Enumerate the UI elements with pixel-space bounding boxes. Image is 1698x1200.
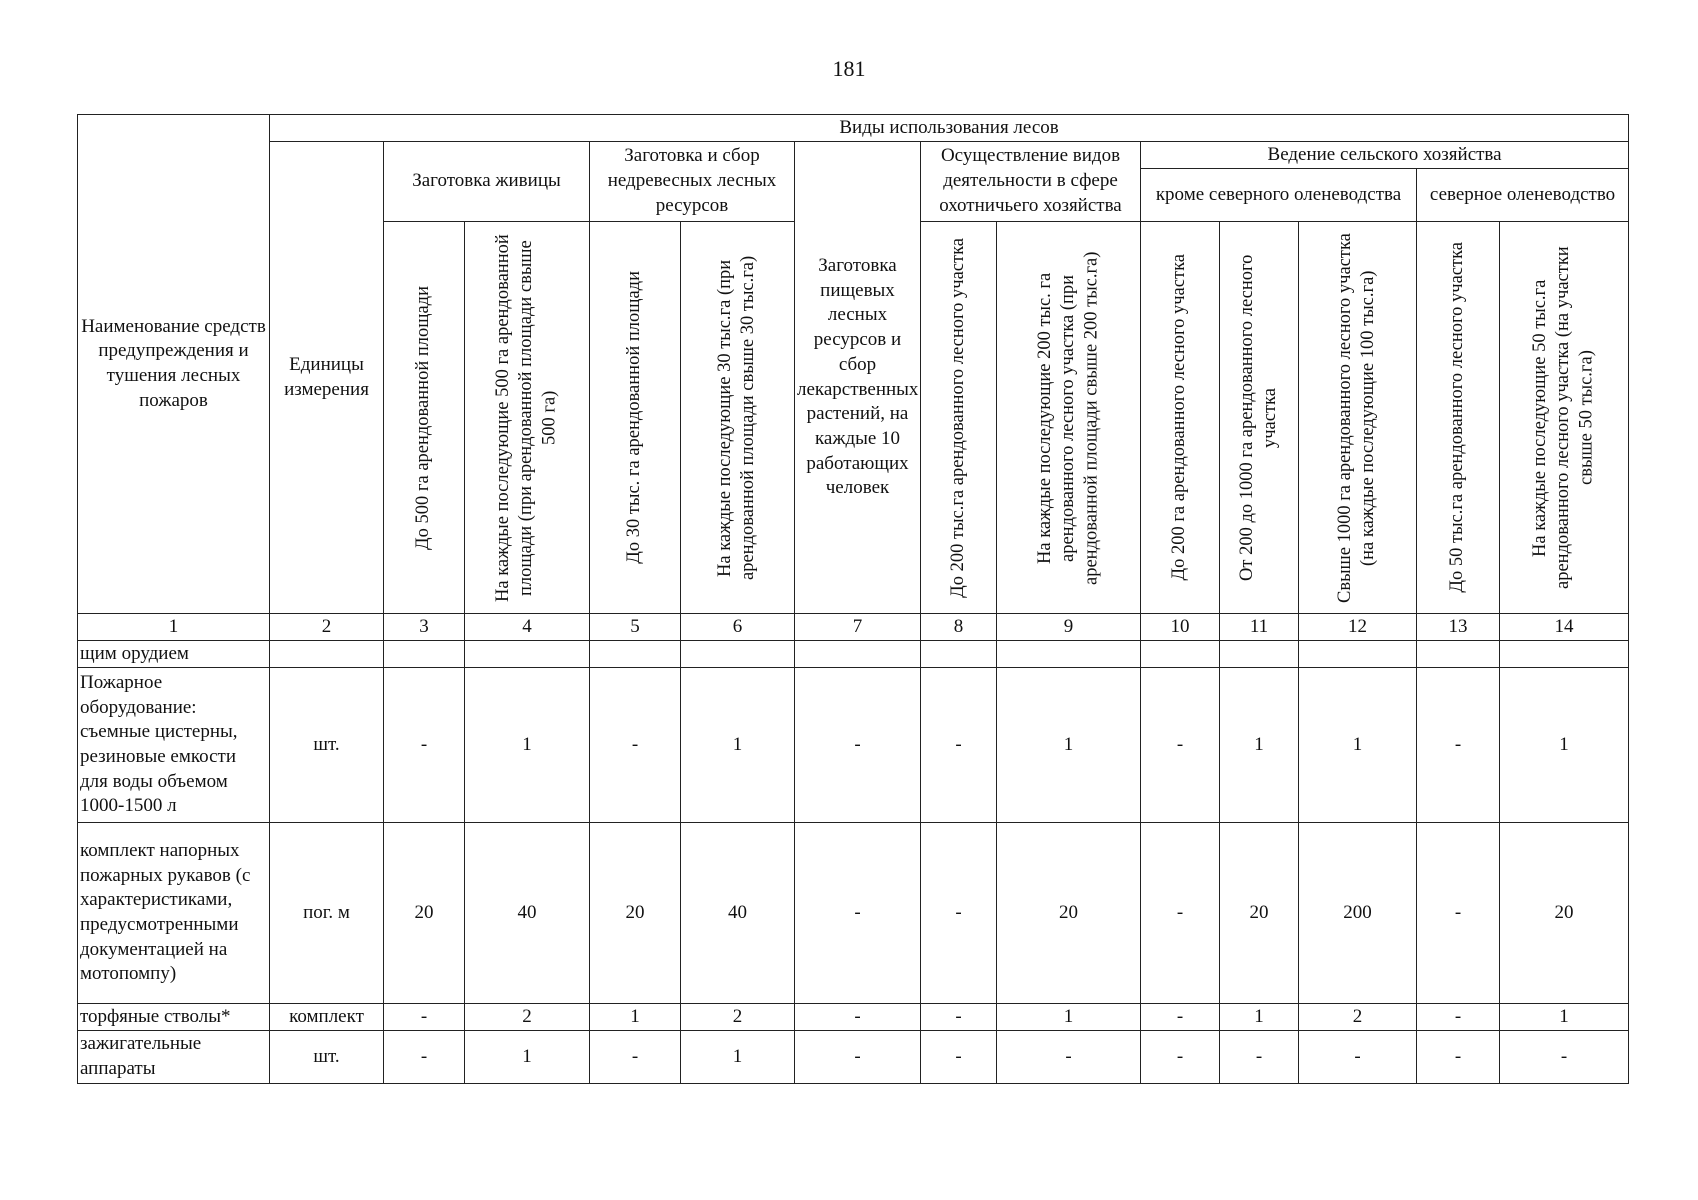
row-value: 1 <box>997 1004 1141 1031</box>
row-value: 20 <box>384 823 465 1004</box>
row-value: 20 <box>1500 823 1629 1004</box>
column-number: 12 <box>1299 614 1417 641</box>
header-col-8 <box>921 222 997 614</box>
column-number: 4 <box>465 614 590 641</box>
row-value: - <box>384 1004 465 1031</box>
row-value: - <box>1220 1031 1299 1084</box>
header-col-4 <box>465 222 590 614</box>
row-unit: комплект <box>270 1004 384 1031</box>
row-name: щим орудием <box>78 641 270 668</box>
row-value: 1 <box>590 1004 681 1031</box>
row-value: - <box>1417 1031 1500 1084</box>
header-col-3-text: До 500 га арендованной площади <box>413 285 434 550</box>
row-value: - <box>590 1031 681 1084</box>
header-col-4-text: На каждые последующие 500 га арендованной площади (при арендованной площади свыше 500 га) <box>493 233 560 602</box>
row-value <box>384 641 465 668</box>
row-name: торфяные стволы* <box>78 1004 270 1031</box>
header-col-12-text: Свыше 1000 га арендованного лесного участка (на каждые последующие 100 тыс.га) <box>1335 232 1379 603</box>
row-value: 1 <box>1220 1004 1299 1031</box>
header-col-12 <box>1299 222 1417 614</box>
row-value: - <box>921 823 997 1004</box>
row-name: Пожарное оборудование: съемные цистерны, резиновые емкости для воды объемом 1000-1500 л <box>78 668 270 823</box>
fire-equipment-table <box>77 114 1629 1084</box>
header-group-ohota: Осуществление видов деятельности в сфере охотничьего хозяйства <box>921 142 1141 222</box>
header-group-severnoe: северное оленеводство <box>1417 169 1629 222</box>
header-col-3 <box>384 222 465 614</box>
row-value <box>921 641 997 668</box>
column-number: 10 <box>1141 614 1220 641</box>
row-name: комплект напорных пожарных рукавов (с характеристиками, предусмотренными документацией на мотопомпу) <box>78 823 270 1004</box>
row-name: зажигательные аппараты <box>78 1031 270 1084</box>
row-value: - <box>1141 823 1220 1004</box>
row-value: - <box>921 1031 997 1084</box>
row-value <box>1220 641 1299 668</box>
column-number: 8 <box>921 614 997 641</box>
header-col-14 <box>1500 222 1629 614</box>
row-value: - <box>921 1004 997 1031</box>
row-value: 1 <box>465 668 590 823</box>
header-col-9 <box>997 222 1141 614</box>
row-value: - <box>1141 668 1220 823</box>
header-col-7: Заготовка пищевых лесных ресурсов и сбор лекарственных растений, на каждые 10 работающих человек <box>795 142 921 614</box>
row-value: 20 <box>1220 823 1299 1004</box>
column-numbers-row <box>78 614 1629 641</box>
row-value <box>1417 641 1500 668</box>
row-value: 1 <box>1500 1004 1629 1031</box>
row-value <box>795 641 921 668</box>
header-col-11 <box>1220 222 1299 614</box>
row-value: - <box>1299 1031 1417 1084</box>
header-col-6 <box>681 222 795 614</box>
row-value: - <box>1417 668 1500 823</box>
header-group-zhivitsa: Заготовка живицы <box>384 142 590 222</box>
table-row <box>78 1031 1629 1084</box>
header-group-forest-use: Виды использования лесов <box>270 115 1629 142</box>
column-number: 3 <box>384 614 465 641</box>
row-value: - <box>795 823 921 1004</box>
table-row <box>78 1004 1629 1031</box>
header-col-14-text: На каждые последующие 50 тыс.га арендованного лесного участка (на участки свыше 50 тыс.га) <box>1530 246 1597 589</box>
row-unit: шт. <box>270 668 384 823</box>
row-value: - <box>590 668 681 823</box>
row-value: - <box>1417 823 1500 1004</box>
header-group-selskoe: Ведение сельского хозяйства <box>1141 142 1629 169</box>
row-value <box>590 641 681 668</box>
row-value: 1 <box>1299 668 1417 823</box>
row-value: - <box>384 1031 465 1084</box>
table-row <box>78 823 1629 1004</box>
column-number: 9 <box>997 614 1141 641</box>
row-value: - <box>1417 1004 1500 1031</box>
header-col-13-text: До 50 тыс.га арендованного лесного участка <box>1447 242 1468 593</box>
header-col-10 <box>1141 222 1220 614</box>
column-number: 6 <box>681 614 795 641</box>
row-value: - <box>1141 1004 1220 1031</box>
header-col-10-text: До 200 га арендованного лесного участка <box>1169 254 1190 581</box>
row-value: - <box>1141 1031 1220 1084</box>
row-value: 1 <box>997 668 1141 823</box>
row-value: 1 <box>1220 668 1299 823</box>
header-col-5-text: До 30 тыс. га арендованной площади <box>624 271 645 564</box>
header-name: Наименование средств предупреждения и тушения лесных пожаров <box>78 115 270 614</box>
row-value <box>465 641 590 668</box>
row-unit <box>270 641 384 668</box>
header-unit: Единицы измерения <box>270 142 384 614</box>
row-unit: пог. м <box>270 823 384 1004</box>
column-number: 2 <box>270 614 384 641</box>
row-value: 200 <box>1299 823 1417 1004</box>
row-value: 20 <box>590 823 681 1004</box>
row-unit: шт. <box>270 1031 384 1084</box>
row-value <box>1500 641 1629 668</box>
row-value: 2 <box>1299 1004 1417 1031</box>
header-col-5 <box>590 222 681 614</box>
row-value: 40 <box>465 823 590 1004</box>
header-col-13 <box>1417 222 1500 614</box>
row-value: 1 <box>465 1031 590 1084</box>
header-group-krome-severnogo: кроме северного оленеводства <box>1141 169 1417 222</box>
header-col-8-text: До 200 тыс.га арендованного лесного участка <box>947 237 968 598</box>
row-value: - <box>921 668 997 823</box>
row-value: - <box>795 1004 921 1031</box>
row-value <box>1299 641 1417 668</box>
header-col-9-text: На каждые последующие 200 тыс. га арендованного лесного участка (при арендованной площади свыше 200 тыс.га) <box>1034 250 1102 585</box>
header-group-nedrevesnye: Заготовка и сбор недревесных лесных ресурсов <box>590 142 795 222</box>
column-number: 14 <box>1500 614 1629 641</box>
row-value: 1 <box>681 1031 795 1084</box>
row-value: 20 <box>997 823 1141 1004</box>
row-value <box>681 641 795 668</box>
row-value: 1 <box>1500 668 1629 823</box>
column-number: 11 <box>1220 614 1299 641</box>
row-value: 2 <box>681 1004 795 1031</box>
table-row <box>78 668 1629 823</box>
row-value <box>997 641 1141 668</box>
header-col-11-text: От 200 до 1000 га арендованного лесного участка <box>1236 254 1280 581</box>
column-number: 5 <box>590 614 681 641</box>
row-value: 2 <box>465 1004 590 1031</box>
row-value: - <box>795 668 921 823</box>
page-number: 181 <box>832 56 866 81</box>
row-value: - <box>1500 1031 1629 1084</box>
column-number: 1 <box>78 614 270 641</box>
row-value: 40 <box>681 823 795 1004</box>
column-number: 7 <box>795 614 921 641</box>
row-value: - <box>795 1031 921 1084</box>
column-number: 13 <box>1417 614 1500 641</box>
row-value: - <box>384 668 465 823</box>
header-col-6-text: На каждые последующие 30 тыс.га (при арендованной площади свыше 30 тыс.га) <box>715 255 759 580</box>
row-value: - <box>997 1031 1141 1084</box>
row-value: 1 <box>681 668 795 823</box>
row-value <box>1141 641 1220 668</box>
table-row <box>78 641 1629 668</box>
